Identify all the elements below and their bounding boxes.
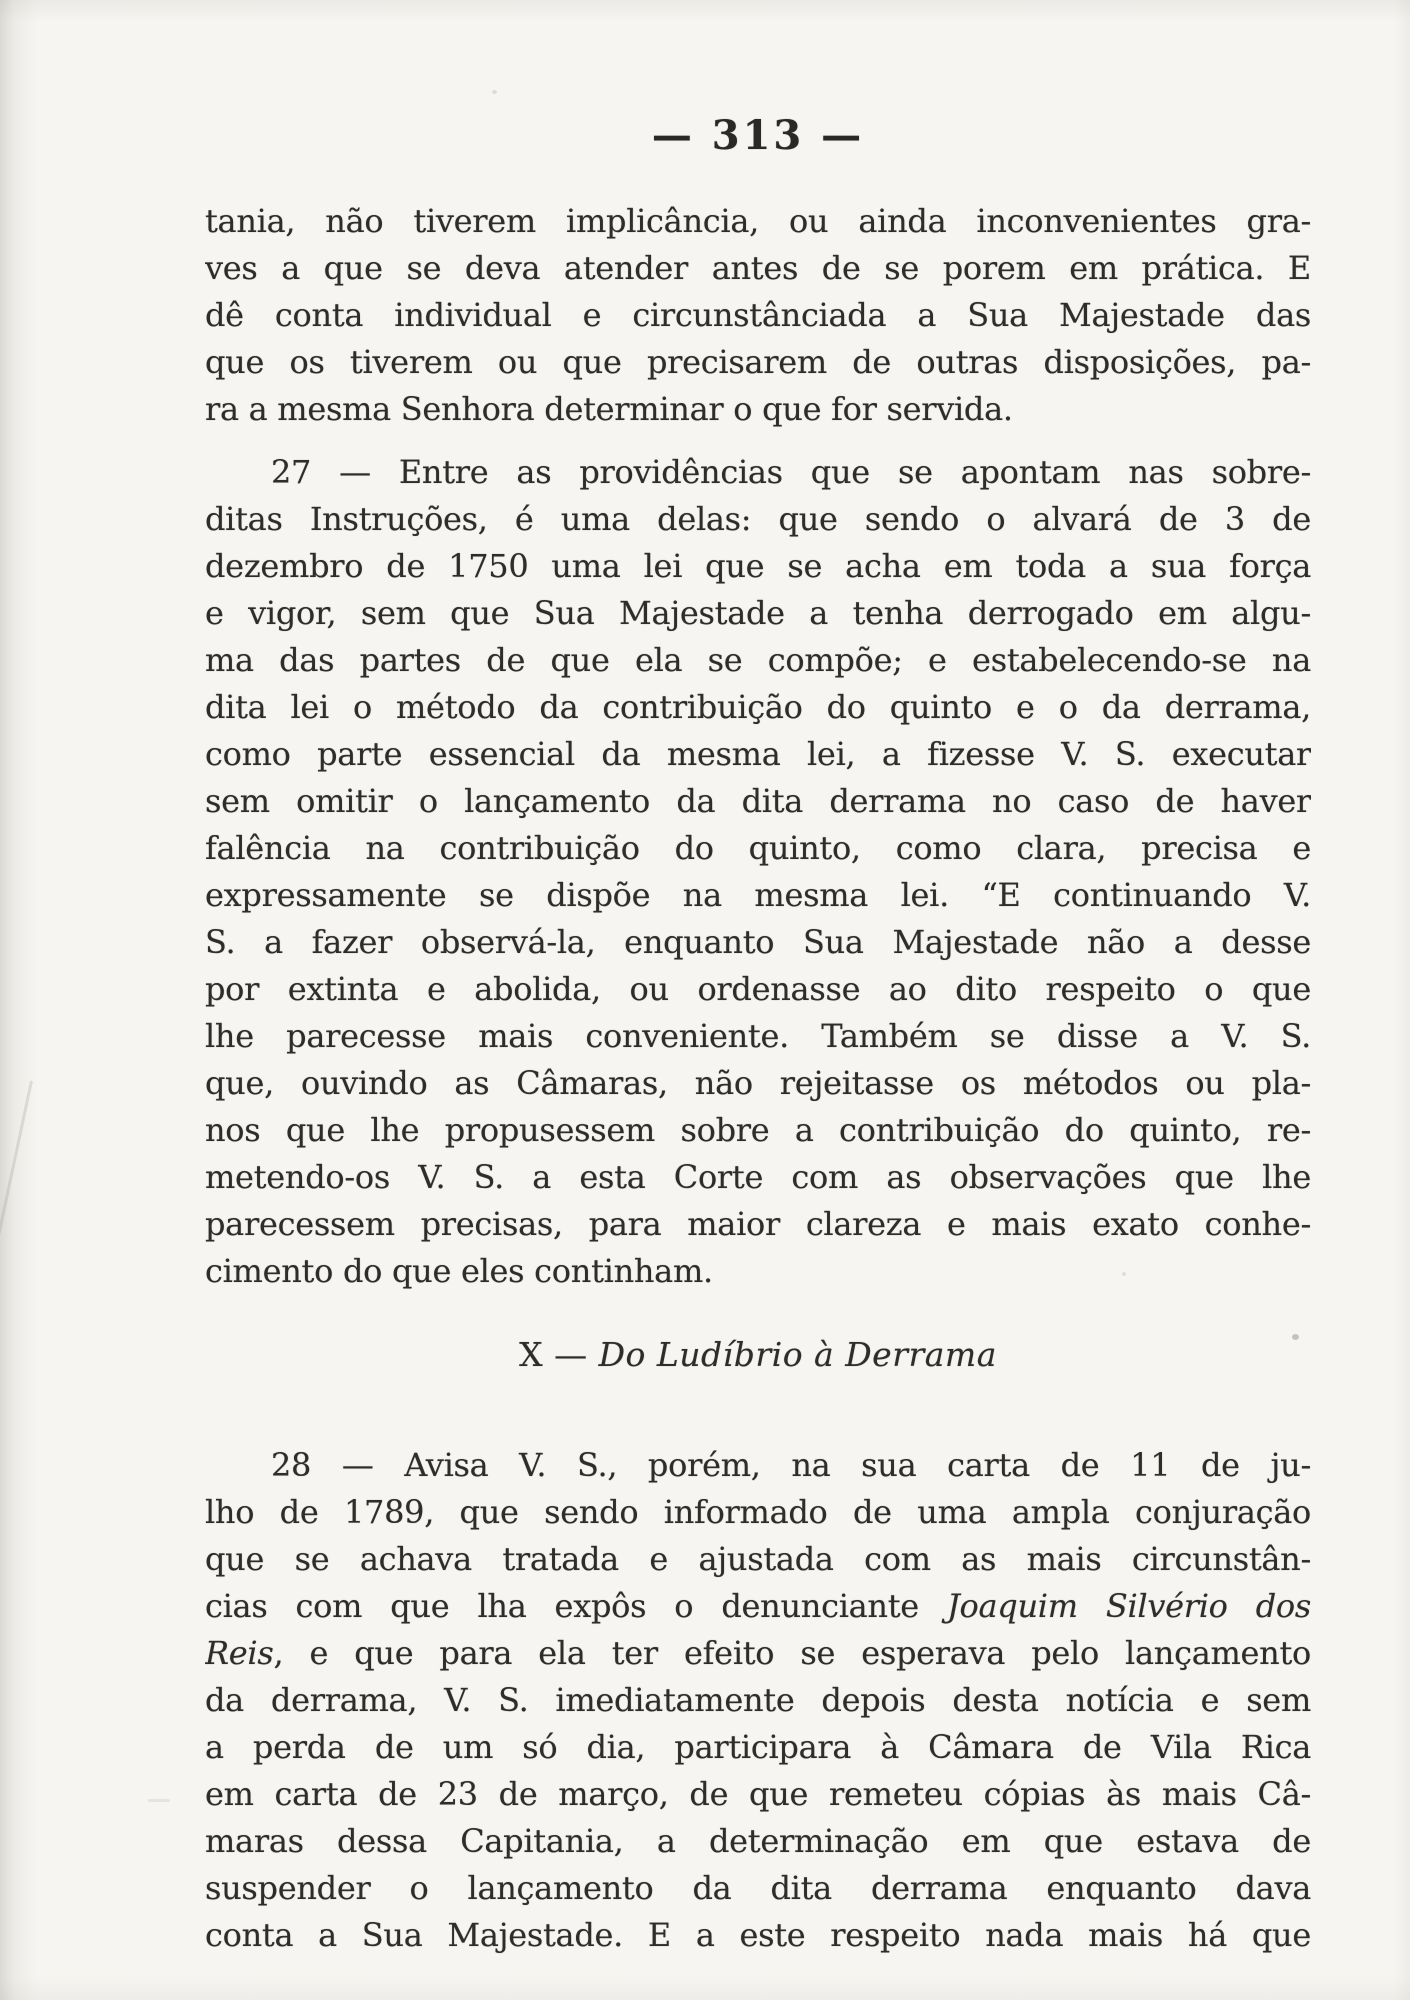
text-segment: lhe parecesse mais conveniente. Também se disse a V. S. [205, 1017, 1311, 1055]
text-segment: sem omitir o lançamento da dita derrama no caso de haver [205, 782, 1311, 820]
text-line [205, 590, 1311, 637]
scan-scratch [0, 1080, 33, 1325]
text-line [205, 1442, 1311, 1489]
text-line [205, 292, 1311, 339]
text-segment: cias com que lha expôs o denunciante [205, 1587, 948, 1625]
scan-speck [1122, 1272, 1126, 1276]
text-segment: lho de 1789, que sendo informado de uma ampla conjuração [205, 1493, 1311, 1531]
text-line [205, 1865, 1311, 1912]
page-number: — 313 — [651, 112, 865, 159]
text-line [205, 1677, 1311, 1724]
text-segment: suspender o lançamento da dita derrama enquanto dava [205, 1869, 1311, 1907]
text-line [205, 778, 1311, 825]
text-line [205, 1107, 1311, 1154]
text-segment: metendo-os V. S. a esta Corte com as observações que lhe [205, 1158, 1311, 1196]
text-segment: conta a Sua Majestade. E a este respeito nada mais há que [205, 1916, 1311, 1954]
text-line [205, 1248, 1311, 1295]
text-line [205, 637, 1311, 684]
italic-text-segment: Joaquim Silvério dos [947, 1587, 1311, 1625]
text-segment: maras dessa Capitania, a determinação em que estava de [205, 1822, 1311, 1860]
scan-smudge [148, 1799, 170, 1802]
text-line [205, 1630, 1311, 1677]
text-line [205, 449, 1311, 496]
text-segment: tania, não tiverem implicância, ou ainda inconvenientes gra- [205, 202, 1311, 240]
text-line [205, 198, 1311, 245]
text-segment: como parte essencial da mesma lei, a fizesse V. S. executar [205, 735, 1311, 773]
text-line [205, 1771, 1311, 1818]
text-segment: parecessem precisas, para maior clareza e mais exato conhe- [205, 1205, 1311, 1243]
text-segment: 27 — Entre as providências que se apontam nas sobre- [271, 453, 1311, 491]
text-segment: 28 — Avisa V. S., porém, na sua carta de 11 de ju- [271, 1446, 1311, 1484]
text-segment: ra a mesma Senhora determinar o que for servida. [205, 390, 1013, 428]
text-segment: expressamente se dispõe na mesma lei. “E continuando V. [205, 876, 1311, 914]
text-segment: cimento do que eles continham. [205, 1252, 713, 1290]
text-segment: X — [519, 1335, 599, 1374]
paragraph [205, 449, 1311, 1295]
text-segment: por extinta e abolida, ou ordenasse ao dito respeito o que [205, 970, 1311, 1008]
scan-speck [492, 90, 497, 94]
scan-speck [1292, 1334, 1299, 1340]
text-line [205, 245, 1311, 292]
body-text [205, 198, 1311, 1959]
text-segment: dezembro de 1750 uma lei que se acha em toda a sua força [205, 547, 1311, 585]
text-line [205, 339, 1311, 386]
text-line [205, 386, 1311, 433]
text-segment: ves a que se deva atender antes de se porem em prática. E [205, 249, 1311, 287]
text-line [205, 684, 1311, 731]
text-segment: que se achava tratada e ajustada com as mais circunstân- [205, 1540, 1311, 1578]
text-segment: que, ouvindo as Câmaras, não rejeitasse os métodos ou pla- [205, 1064, 1311, 1102]
text-line [205, 1724, 1311, 1771]
italic-text-segment: Do Ludíbrio à Derrama [598, 1335, 997, 1374]
text-line [205, 496, 1311, 543]
italic-text-segment: Reis [205, 1634, 274, 1672]
text-line [205, 825, 1311, 872]
text-segment: e vigor, sem que Sua Majestade a tenha derrogado em algu- [205, 594, 1311, 632]
text-segment: que os tiverem ou que precisarem de outras disposições, pa- [205, 343, 1311, 381]
text-line [205, 1201, 1311, 1248]
text-line [205, 1154, 1311, 1201]
text-segment: dê conta individual e circunstânciada a Sua Majestade das [205, 296, 1311, 334]
text-line [205, 1489, 1311, 1536]
text-line [205, 1583, 1311, 1630]
text-line [205, 731, 1311, 778]
text-segment: a perda de um só dia, participara à Câmara de Vila Rica [205, 1728, 1311, 1766]
text-line [205, 1912, 1311, 1959]
text-segment: , e que para ela ter efeito se esperava pelo lançamento [273, 1634, 1311, 1672]
text-segment: ditas Instruções, é uma delas: que sendo o alvará de 3 de [205, 500, 1311, 538]
text-line [205, 872, 1311, 919]
text-segment: da derrama, V. S. imediatamente depois desta notícia e sem [205, 1681, 1311, 1719]
text-line [205, 1060, 1311, 1107]
paragraph [205, 1442, 1311, 1959]
text-line [205, 1818, 1311, 1865]
section-heading [205, 1331, 1311, 1378]
text-segment: em carta de 23 de março, de que remeteu cópias às mais Câ- [205, 1775, 1311, 1813]
text-segment: ma das partes de que ela se compõe; e estabelecendo-se na [205, 641, 1311, 679]
text-segment: dita lei o método da contribuição do quinto e o da derrama, [205, 688, 1311, 726]
text-segment: S. a fazer observá-la, enquanto Sua Majestade não a desse [205, 923, 1311, 961]
text-segment: nos que lhe propusessem sobre a contribuição do quinto, re- [205, 1111, 1311, 1149]
text-line [205, 966, 1311, 1013]
text-line [205, 543, 1311, 590]
paragraph [205, 198, 1311, 433]
text-line [205, 1013, 1311, 1060]
text-line [205, 919, 1311, 966]
text-segment: falência na contribuição do quinto, como clara, precisa e [205, 829, 1311, 867]
text-line [205, 1536, 1311, 1583]
